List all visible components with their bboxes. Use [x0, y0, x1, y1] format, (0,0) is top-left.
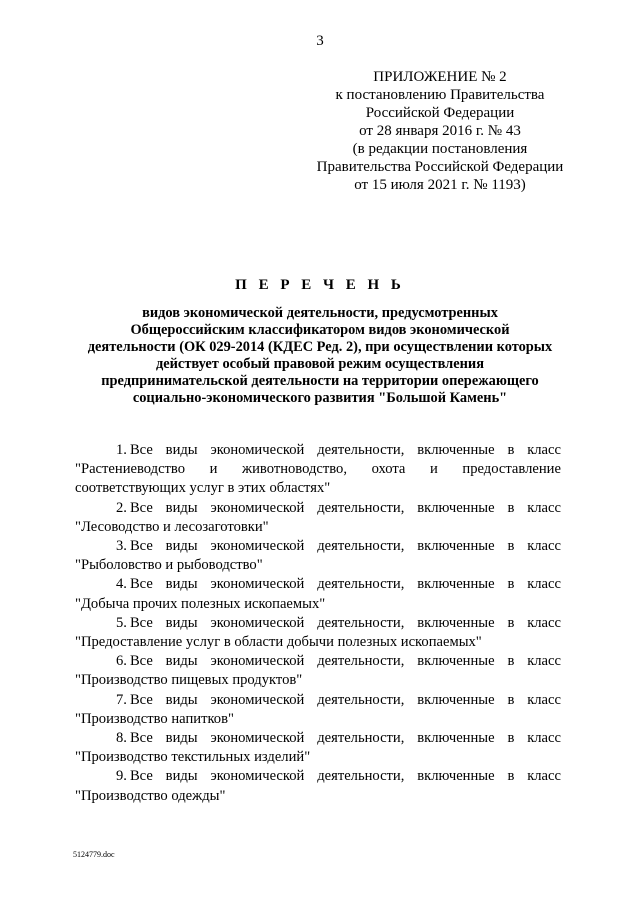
subtitle-line: социально-экономического развития "Большой Камень" — [132, 390, 508, 406]
item-word: деятельности, — [317, 691, 405, 708]
file-name-footer: 5124779.doc — [73, 850, 115, 859]
item-word: деятельности, — [317, 614, 405, 631]
item-number-group — [116, 729, 153, 748]
item-word: включенные — [417, 768, 495, 785]
item-word: виды — [165, 576, 198, 593]
item-word: экономической — [210, 768, 305, 785]
item-class-name: "Производство текстильных изделий" — [75, 749, 311, 766]
appendix-line: Правительства Российской Федерации — [316, 159, 564, 175]
item-number: 3. — [116, 538, 127, 555]
item-first-line — [75, 614, 561, 633]
item-word: и — [430, 461, 438, 478]
item-class-name: "Предоставление услуг в области добычи полезных ископаемых" — [75, 634, 482, 651]
item-word: Все — [129, 691, 153, 708]
item-first-line — [75, 499, 561, 518]
item-word: Все — [129, 499, 153, 516]
item-word: класс — [527, 499, 561, 516]
item-word: виды — [165, 730, 198, 747]
item-word: деятельности, — [317, 768, 405, 785]
item-word: "Растениеводство — [75, 461, 186, 478]
item-word: класс — [527, 614, 561, 631]
item-word: деятельности, — [317, 442, 405, 458]
list-item — [75, 767, 561, 805]
item-word: экономической — [210, 499, 305, 516]
item-word: включенные — [417, 730, 495, 747]
item-word: животноводство, — [242, 461, 347, 478]
item-word: класс — [527, 442, 561, 458]
appendix-line: Российской Федерации — [365, 105, 515, 121]
item-word: виды — [165, 691, 198, 708]
appendix-line: от 15 июля 2021 г. № 1193) — [354, 177, 526, 193]
item-word: включенные — [417, 614, 495, 631]
items-list — [75, 441, 561, 806]
item-class-name: "Добыча прочих полезных ископаемых" — [75, 595, 326, 612]
item-word: Все — [129, 538, 153, 555]
item-word: Все — [129, 730, 153, 747]
item-word: деятельности, — [317, 538, 405, 555]
item-word: класс — [527, 576, 561, 593]
item-first-line — [75, 691, 561, 710]
item-word: виды — [165, 768, 198, 785]
page-number: 3 — [316, 33, 324, 49]
item-word: экономической — [210, 730, 305, 747]
list-item — [75, 729, 561, 767]
item-word: экономической — [210, 538, 305, 555]
item-number: 2. — [116, 499, 127, 516]
item-word: в — [507, 730, 515, 747]
item-word: класс — [527, 730, 561, 747]
item-number: 6. — [116, 653, 127, 670]
item-number-group — [116, 575, 153, 594]
item-word: Все — [129, 653, 153, 670]
item-word: виды — [165, 442, 198, 458]
item-middle-line — [75, 460, 561, 479]
item-word: в — [507, 768, 515, 785]
item-word: включенные — [417, 653, 495, 670]
item-number: 1. — [116, 442, 127, 458]
item-number: 7. — [116, 691, 127, 708]
item-word: Все — [129, 576, 153, 593]
item-word: экономической — [210, 653, 305, 670]
item-word: виды — [165, 538, 198, 555]
appendix-line: (в редакции постановления — [352, 141, 528, 157]
item-number-group — [116, 441, 153, 460]
item-word: охота — [371, 461, 406, 478]
appendix-line: от 28 января 2016 г. № 43 — [359, 123, 521, 139]
item-word: класс — [527, 691, 561, 708]
subtitle-line: деятельности (ОК 029-2014 (КДЕС Ред. 2), при осуществлении которых — [87, 339, 553, 355]
item-word: экономической — [210, 576, 305, 593]
list-item — [75, 575, 561, 613]
subtitle-line: видов экономической деятельности, предусмотренных — [142, 305, 498, 321]
list-item — [75, 441, 561, 499]
item-class-name: "Рыболовство и рыбоводство" — [75, 557, 263, 574]
item-number-group — [116, 691, 153, 710]
item-word: виды — [165, 614, 198, 631]
item-class-name: "Производство одежды" — [75, 787, 226, 804]
item-word: включенные — [417, 691, 495, 708]
item-word: включенные — [417, 442, 495, 458]
item-word: в — [507, 538, 515, 555]
item-number-group — [116, 614, 153, 633]
item-number: 5. — [116, 614, 127, 631]
item-word: включенные — [417, 576, 495, 593]
list-item — [75, 691, 561, 729]
item-number-group — [116, 499, 153, 518]
item-number-group — [116, 767, 153, 786]
appendix-header — [310, 68, 570, 194]
item-word: виды — [165, 653, 198, 670]
item-number: 4. — [116, 576, 127, 593]
subtitle-line: предпринимательской деятельности на территории опережающего — [101, 373, 539, 389]
item-number: 8. — [116, 730, 127, 747]
item-word: деятельности, — [317, 730, 405, 747]
item-number-group — [116, 652, 153, 671]
item-word: включенные — [417, 499, 495, 516]
appendix-line: к постановлению Правительства — [335, 87, 545, 103]
item-word: экономической — [210, 442, 305, 458]
item-word: класс — [527, 538, 561, 555]
item-word: в — [507, 499, 515, 516]
item-first-line — [75, 652, 561, 671]
item-number-group — [116, 537, 153, 556]
item-word: экономической — [210, 691, 305, 708]
item-first-line — [75, 575, 561, 594]
item-word: в — [507, 691, 515, 708]
item-word: класс — [527, 653, 561, 670]
item-first-line — [75, 537, 561, 556]
item-word: предоставление — [462, 461, 561, 478]
item-first-line — [75, 729, 561, 748]
item-number: 9. — [116, 768, 127, 785]
item-class-name: "Лесоводство и лесозаготовки" — [75, 518, 269, 535]
item-word: класс — [527, 768, 561, 785]
item-word: в — [507, 614, 515, 631]
list-item — [75, 537, 561, 575]
item-word: и — [209, 461, 218, 478]
item-class-name: "Производство пищевых продуктов" — [75, 672, 303, 689]
list-item — [75, 652, 561, 690]
item-word: деятельности, — [317, 653, 405, 670]
item-word: включенные — [417, 538, 495, 555]
subtitle-line: действует особый правовой режим осуществления — [155, 356, 485, 372]
item-word: в — [507, 653, 515, 670]
document-title: П Е Р Е Ч Е Н Ь — [235, 277, 405, 293]
item-word: деятельности, — [317, 576, 405, 593]
appendix-line: ПРИЛОЖЕНИЕ № 2 — [373, 69, 507, 85]
item-first-line — [75, 767, 561, 786]
item-class-name: "Производство напитков" — [75, 710, 234, 727]
item-word: Все — [129, 768, 153, 785]
item-word: виды — [165, 499, 198, 516]
item-word: экономической — [210, 614, 305, 631]
list-item — [75, 614, 561, 652]
subtitle-line: Общероссийским классификатором видов экономической — [130, 322, 510, 338]
list-item — [75, 499, 561, 537]
document-subtitle — [0, 305, 640, 407]
item-word: Все — [129, 614, 153, 631]
item-word: Все — [129, 442, 153, 458]
item-class-name: соответствующих услуг в этих областях" — [75, 480, 331, 497]
item-word: деятельности, — [317, 499, 405, 516]
item-word: в — [507, 576, 515, 593]
item-word: в — [507, 442, 515, 458]
item-first-line — [75, 441, 561, 460]
